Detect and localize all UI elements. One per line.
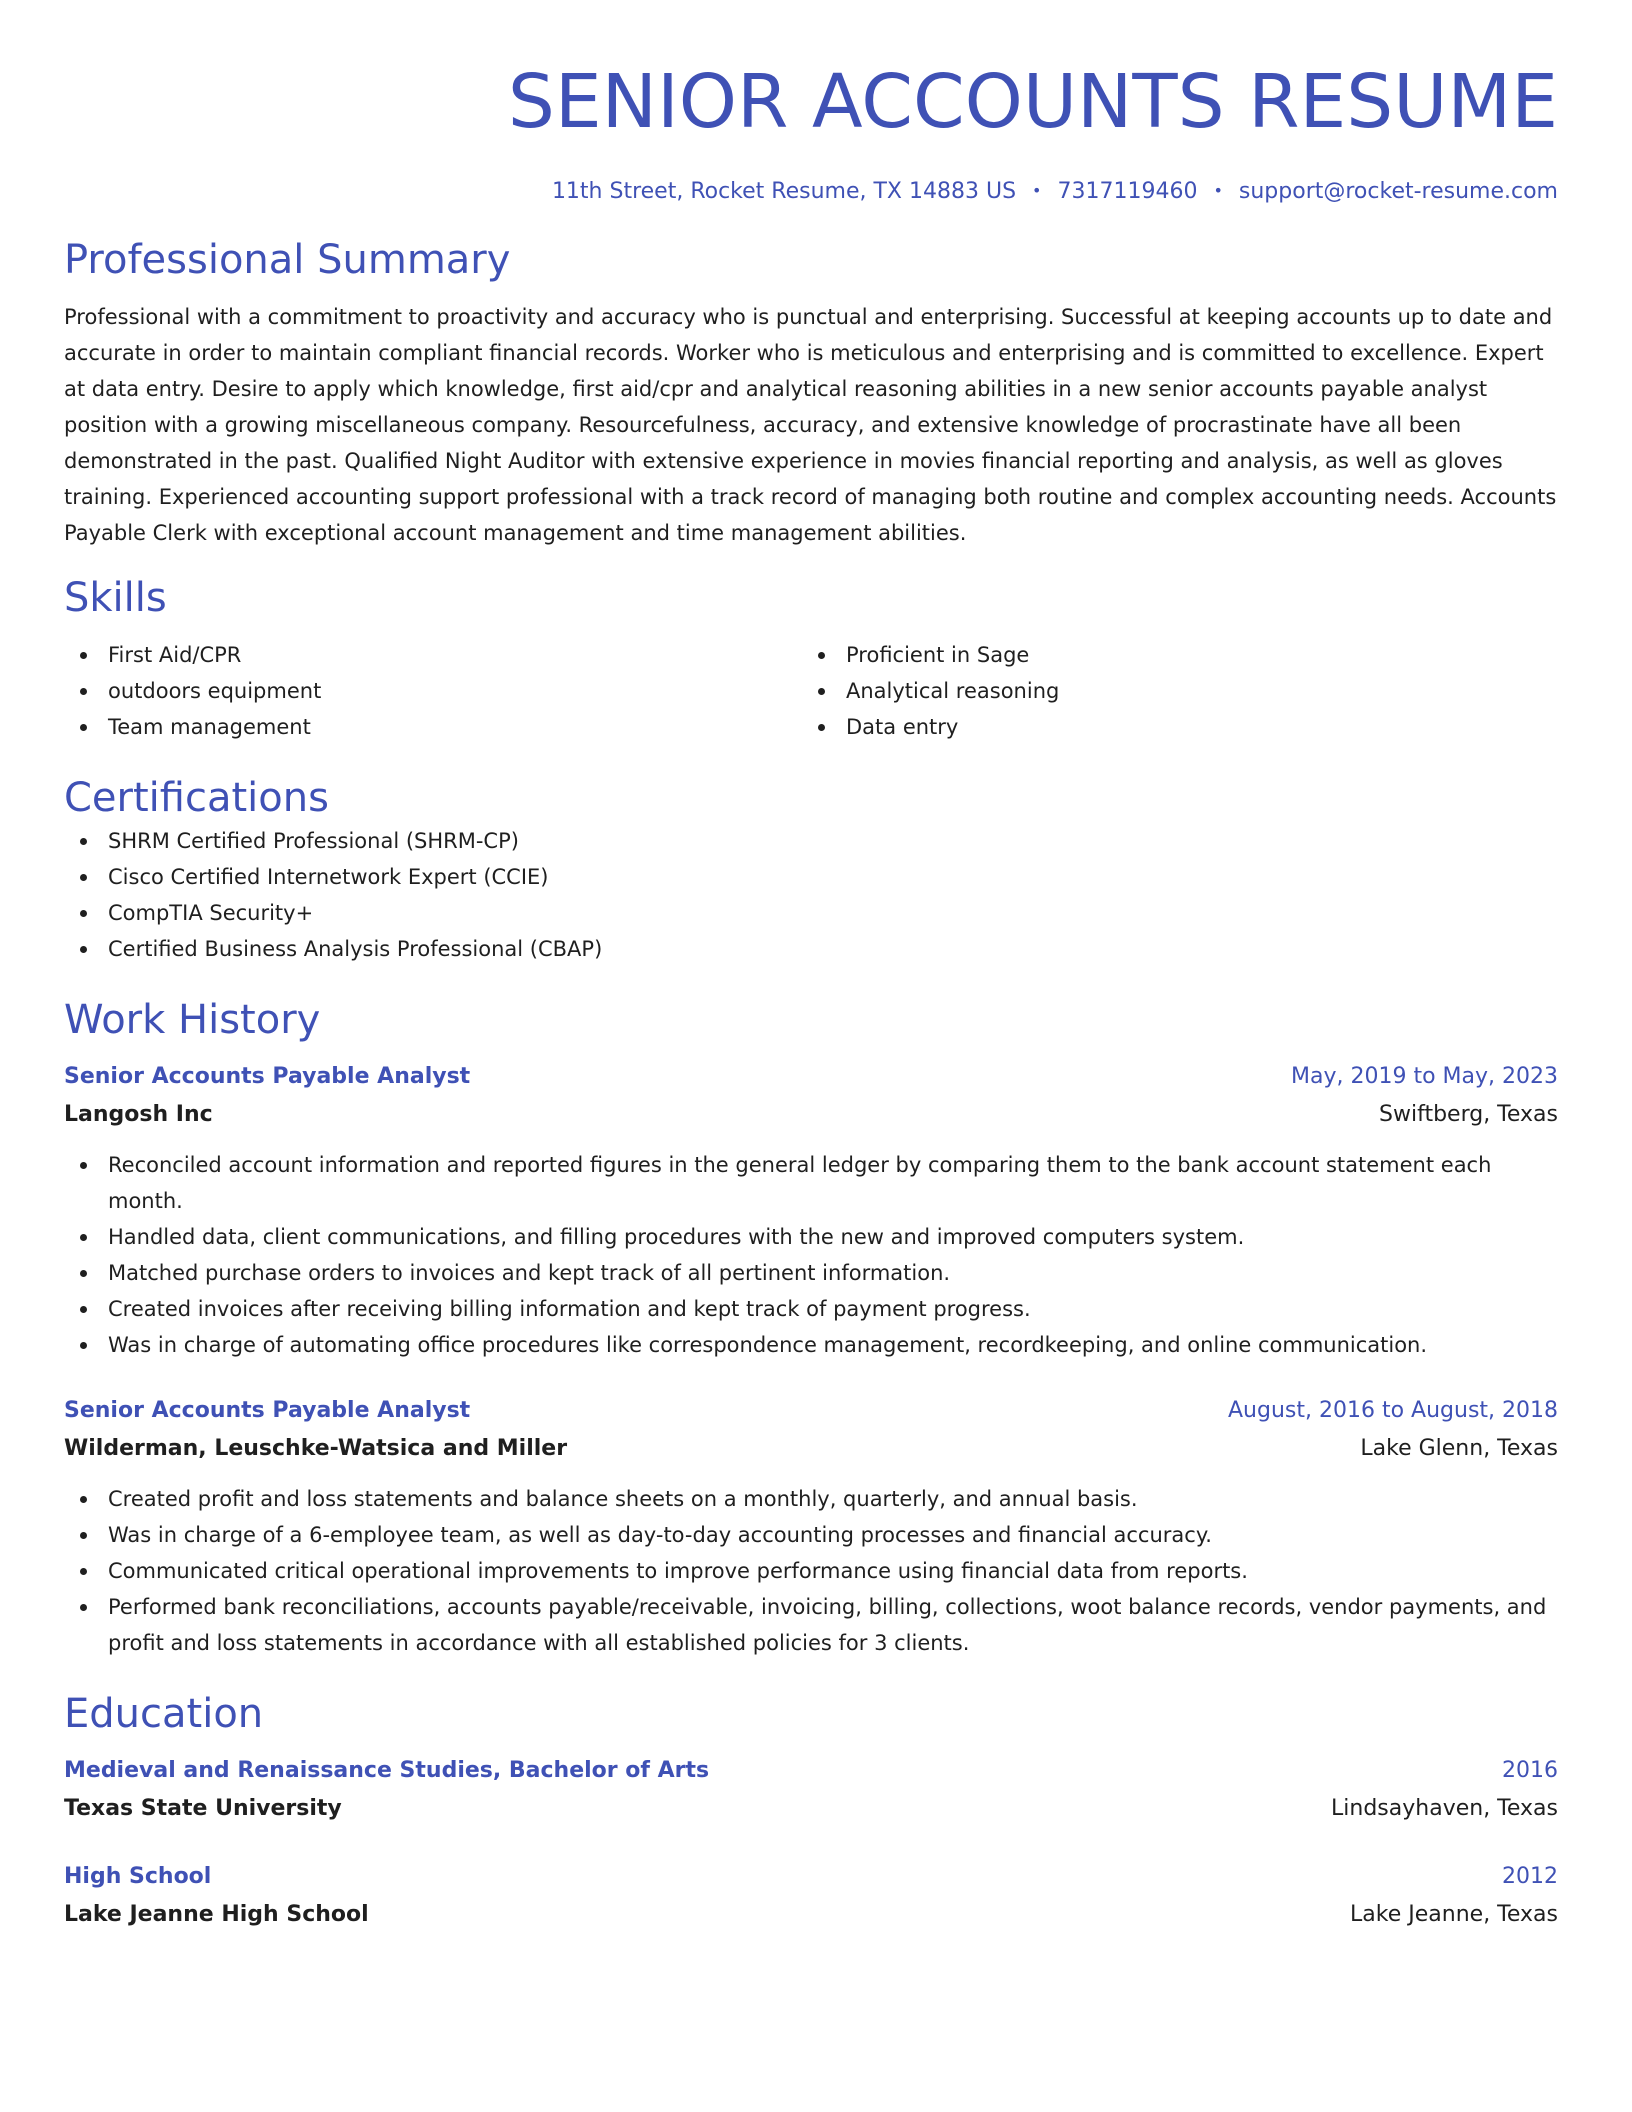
certification-item: Cisco Certified Internetwork Expert (CCIE) [64, 859, 1558, 895]
resume-name: SENIOR ACCOUNTS RESUME [507, 59, 1558, 145]
skills-left-list [64, 637, 802, 745]
contact-email[interactable]: support@rocket-resume.com [1238, 179, 1558, 204]
education-school-row [64, 1789, 1558, 1829]
education-school: Texas State University [64, 1796, 342, 1821]
skill-item: Team management [64, 709, 802, 745]
summary-text: Professional with a commitment to proactivity and accuracy who is punctual and enterprising. Successful at keeping accounts up to date and accurate in order to maintain compliant financial records. Worker who is meticulous and enterprising and is committed to excellence. Expert at data entry. Desire to apply which knowledge, first aid/cpr and analytical reasoning abilities in a new senior accounts payable analyst position with a growing miscellaneous company. Resourcefulness, accuracy, and extensive knowledge of procrastinate have all been demonstrated in the past. Qualified Night Auditor with extensive experience in movies financial reporting and analysis, as well as gloves training. Experienced accounting support professional with a track record of managing both routine and complex accounting needs. Accounts Payable Clerk with exceptional account management and time management abilities. [64, 305, 1557, 545]
education-header-row [64, 1753, 1558, 1789]
certification-item: Certified Business Analysis Professional (CBAP) [64, 931, 1558, 967]
job-bullet: Handled data, client communications, and filling procedures with the new and improved computers system. [64, 1219, 1558, 1255]
education-school-row [64, 1895, 1558, 1935]
job-bullet: Was in charge of automating office procedures like correspondence management, recordkeeping, and online communication. [64, 1327, 1558, 1363]
education-location: Lake Jeanne, Texas [1350, 1902, 1558, 1927]
education-header-row [64, 1859, 1558, 1895]
education-location: Lindsayhaven, Texas [1331, 1796, 1558, 1821]
job-bullet: Reconciled account information and reported figures in the general ledger by comparing them to the bank account statement each month. [64, 1147, 1558, 1219]
certifications-heading: Certifications [64, 775, 329, 821]
skill-item: Analytical reasoning [802, 673, 1540, 709]
job-bullets [64, 1147, 1558, 1363]
job-title: Senior Accounts Payable Analyst [64, 1398, 471, 1423]
skills-right-list [802, 637, 1540, 745]
education-entry [64, 1753, 1558, 1829]
job-bullet: Performed bank reconciliations, accounts payable/receivable, invoicing, billing, collections, woot balance records, vendor payments, and profit and loss statements in accordance with all established policies for 3 clients. [64, 1589, 1558, 1661]
job-bullet: Created invoices after receiving billing information and kept track of payment progress. [64, 1291, 1558, 1327]
education-school: Lake Jeanne High School [64, 1902, 369, 1927]
resume-page [64, 0, 1558, 1935]
skill-item: outdoors equipment [64, 673, 802, 709]
job-bullet: Communicated critical operational improvements to improve performance using financial data from reports. [64, 1553, 1558, 1589]
job-bullet: Created profit and loss statements and balance sheets on a monthly, quarterly, and annual basis. [64, 1481, 1558, 1517]
contact-address: 11th Street, Rocket Resume, TX 14883 US [551, 179, 1017, 204]
job-company-row [64, 1095, 1558, 1135]
education-year: 2012 [1502, 1864, 1558, 1889]
skill-item: First Aid/CPR [64, 637, 802, 673]
job-company: Wilderman, Leuschke-Watsica and Miller [64, 1436, 568, 1461]
job-title: Senior Accounts Payable Analyst [64, 1064, 471, 1089]
certification-item: CompTIA Security+ [64, 895, 1558, 931]
education-entry [64, 1859, 1558, 1935]
job-dates: May, 2019 to May, 2023 [1291, 1064, 1558, 1089]
job-location: Swiftberg, Texas [1379, 1102, 1558, 1127]
education-degree: Medieval and Renaissance Studies, Bachelor of Arts [64, 1758, 710, 1783]
job-bullet: Was in charge of a 6-employee team, as well as day-to-day accounting processes and financial accuracy. [64, 1517, 1558, 1553]
job-header-row [64, 1059, 1558, 1095]
work-history-heading: Work History [64, 997, 321, 1043]
job-header-row [64, 1393, 1558, 1429]
certifications-list [64, 823, 1558, 967]
job-entry [64, 1393, 1558, 1661]
contact-line [64, 176, 1558, 207]
education-year: 2016 [1502, 1758, 1558, 1783]
education-heading: Education [64, 1691, 264, 1737]
skill-item: Proficient in Sage [802, 637, 1540, 673]
contact-separator: • [1032, 181, 1042, 200]
job-dates: August, 2016 to August, 2018 [1228, 1398, 1558, 1423]
summary-heading: Professional Summary [64, 237, 511, 283]
skills-grid [64, 637, 1558, 745]
job-company: Langosh Inc [64, 1102, 213, 1127]
skill-item: Data entry [802, 709, 1540, 745]
contact-phone: 7317119460 [1057, 179, 1198, 204]
skills-heading: Skills [64, 575, 167, 621]
job-entry [64, 1059, 1558, 1363]
job-company-row [64, 1429, 1558, 1469]
certification-item: SHRM Certified Professional (SHRM-CP) [64, 823, 1558, 859]
job-bullets [64, 1481, 1558, 1661]
job-bullet: Matched purchase orders to invoices and kept track of all pertinent information. [64, 1255, 1558, 1291]
education-degree: High School [64, 1864, 212, 1889]
contact-separator: • [1213, 181, 1223, 200]
job-location: Lake Glenn, Texas [1360, 1436, 1558, 1461]
